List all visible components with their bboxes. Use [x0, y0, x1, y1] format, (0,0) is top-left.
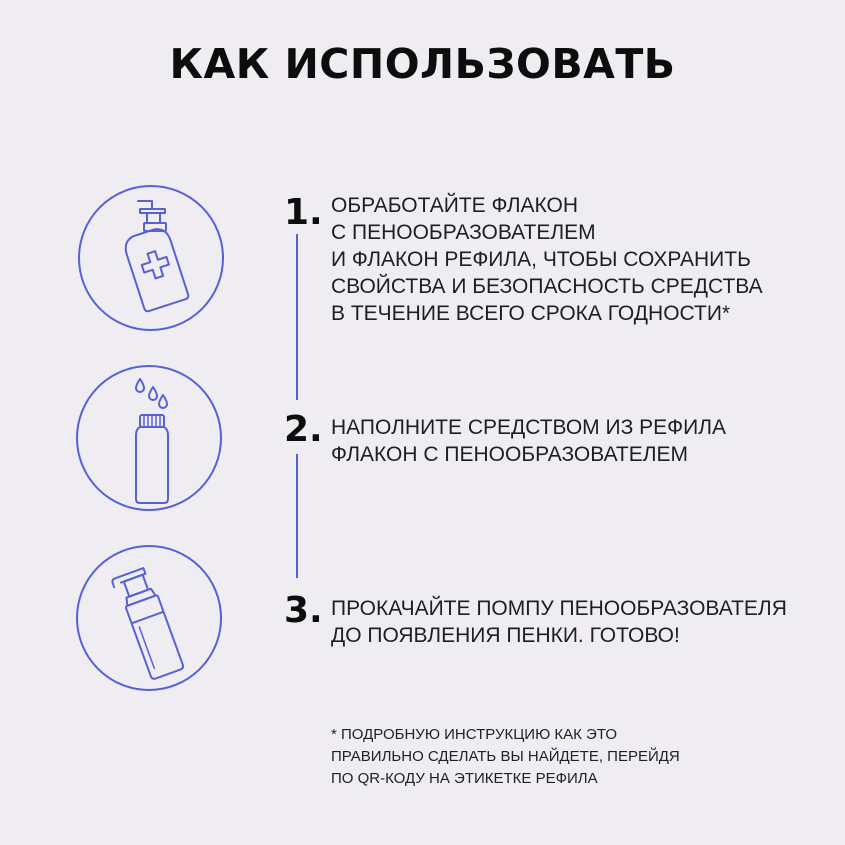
step-3-icon-circle — [76, 545, 222, 691]
foam-pump-bottle-icon — [78, 547, 224, 693]
step-1-line-2: С ПЕНООБРАЗОВАТЕЛЕМ — [331, 221, 596, 244]
step-3-text — [331, 595, 831, 649]
step-2-line-1: НАПОЛНИТЕ СРЕДСТВОМ ИЗ РЕФИЛА — [331, 416, 726, 439]
page-title: КАК ИСПОЛЬЗОВАТЬ — [169, 40, 676, 88]
footnote-line-2: ПРАВИЛЬНО СДЕЛАТЬ ВЫ НАЙДЕТЕ, ПЕРЕЙДЯ — [331, 748, 680, 765]
footnote-line-3: ПО QR-КОДУ НА ЭТИКЕТКЕ РЕФИЛА — [331, 770, 598, 787]
step-1-line-4: СВОЙСТВА И БЕЗОПАСНОСТЬ СРЕДСТВА — [331, 275, 763, 298]
step-2-text — [331, 414, 831, 468]
footnote — [331, 724, 811, 790]
step-1-number: 1. — [284, 192, 323, 233]
connector-line-1-2 — [296, 234, 298, 400]
step-1-line-1: ОБРАБОТАЙТЕ ФЛАКОН — [331, 194, 579, 217]
step-1-icon-circle — [78, 185, 224, 331]
step-2-number: 2. — [284, 409, 323, 450]
step-3-number: 3. — [284, 590, 323, 631]
soap-dispenser-icon — [80, 187, 226, 333]
step-2-line-2: ФЛАКОН С ПЕНООБРАЗОВАТЕЛЕМ — [331, 443, 689, 466]
connector-line-2-3 — [296, 454, 298, 578]
open-bottle-drops-icon — [78, 367, 224, 513]
step-1-line-3: И ФЛАКОН РЕФИЛА, ЧТОБЫ СОХРАНИТЬ — [331, 248, 751, 271]
footnote-line-1: * ПОДРОБНУЮ ИНСТРУКЦИЮ КАК ЭТО — [331, 726, 617, 743]
step-3-line-1: ПРОКАЧАЙТЕ ПОМПУ ПЕНООБРАЗОВАТЕЛЯ — [331, 597, 787, 620]
step-3-line-2: ДО ПОЯВЛЕНИЯ ПЕНКИ. ГОТОВО! — [331, 624, 680, 647]
step-1-text — [331, 192, 831, 327]
step-1-line-5: В ТЕЧЕНИЕ ВСЕГО СРОКА ГОДНОСТИ* — [331, 302, 731, 325]
step-2-icon-circle — [76, 365, 222, 511]
